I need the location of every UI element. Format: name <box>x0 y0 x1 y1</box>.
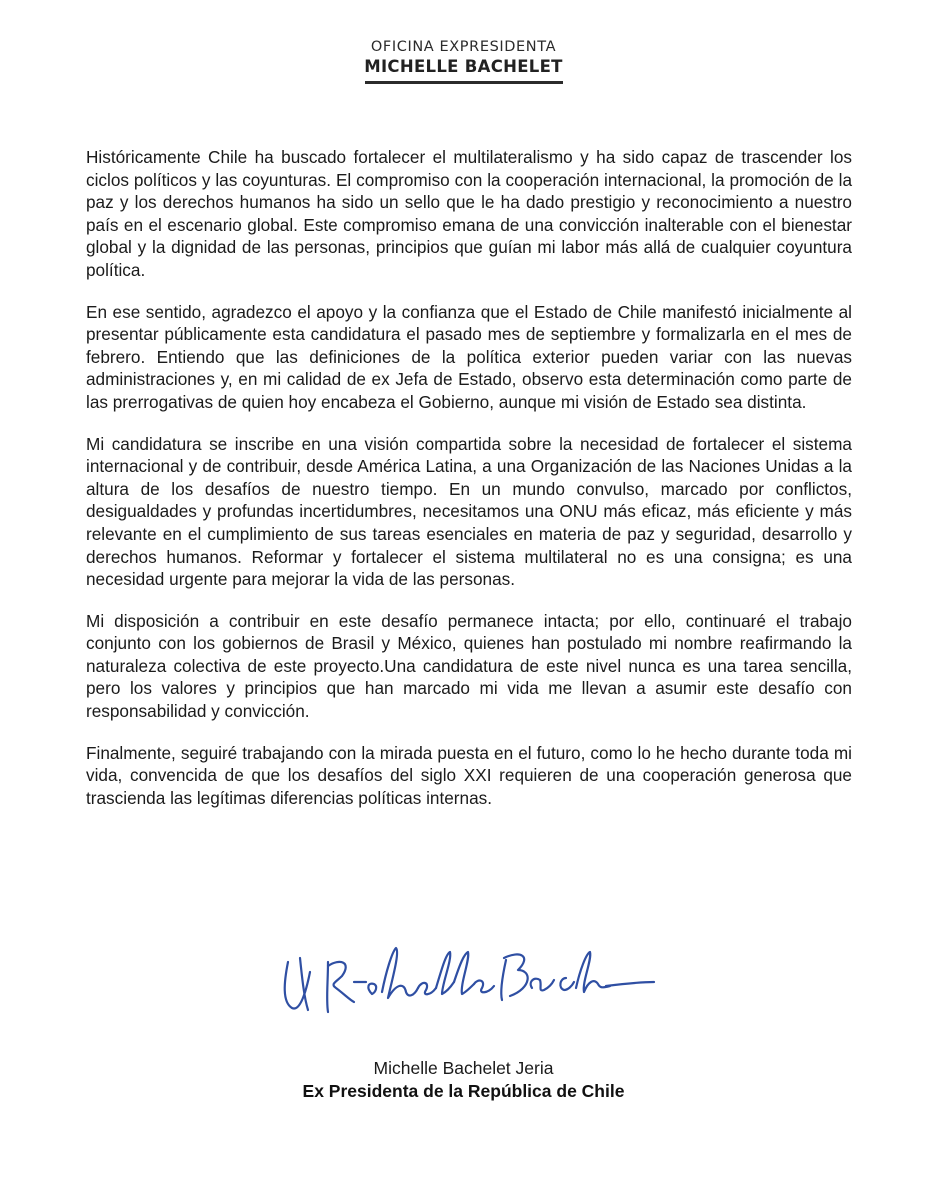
letterhead-name: MICHELLE BACHELET <box>364 57 563 76</box>
signer-title: Ex Presidenta de la República de Chile <box>302 1081 625 1101</box>
paragraph-3: Mi candidatura se inscribe en una visión compartida sobre la necesidad de fortalecer el sistema internacional y de contribuir, desde América Latina, a una Organización de las Naciones Unidas a la altura de los desafíos de nuestro tiempo. En un mundo convulso, marcado por conflictos, desigualdades y profundas incertidumbres, necesitamos una ONU más eficaz, más eficiente y más relevante en el cumplimiento de sus tareas esenciales en materia de paz y seguridad, desarrollo y derechos humanos. Reformar y fortalecer el sistema multilateral no es una consigna; es una necesidad urgente para mejorar la vida de las personas. <box>86 433 852 590</box>
signer-name: Michelle Bachelet Jeria <box>373 1058 554 1078</box>
paragraph-4: Mi disposición a contribuir en este desafío permanece intacta; por ello, continuaré el trabajo conjunto con los gobiernos de Brasil y México, quienes han postulado mi nombre reafirmando la naturaleza colectiva de este proyecto.Una candidatura de este nivel nunca es una tarea sencilla, pero los valores y principios que han marcado mi vida me llevan a asumir este desafío con responsabilidad y convicción. <box>86 610 852 722</box>
handwritten-signature <box>270 922 660 1032</box>
paragraph-1: Históricamente Chile ha buscado fortalecer el multilateralismo y ha sido capaz de trascender los ciclos políticos y las coyunturas. El compromiso con la cooperación internacional, la promoción de la paz y los derechos humanos ha sido un sello que le ha dado prestigio y reconocimiento a nuestro país en el escenario global. Este compromiso emana de una convicción inalterable con el bienestar global y la dignidad de las personas, principios que guían mi labor más allá de cualquier coyuntura política. <box>86 147 852 280</box>
signoff-block <box>0 1057 927 1103</box>
paragraph-5: Finalmente, seguiré trabajando con la mirada puesta en el futuro, como lo he hecho durante toda mi vida, convencida de que los desafíos del siglo XXI requieren de una cooperación generosa que trascienda las legítimas diferencias políticas internas. <box>86 742 852 808</box>
letterhead-underline <box>365 81 563 84</box>
letterhead <box>0 38 927 84</box>
paragraph-2: En ese sentido, agradezco el apoyo y la confianza que el Estado de Chile manifestó inicialmente al presentar públicamente esta candidatura el pasado mes de septiembre y formalizarla en el mes de febrero. Entiendo que las definiciones de la política exterior pueden variar con las nuevas administraciones y, en mi calidad de ex Jefa de Estado, observo esta determinación como parte de las prerrogativas de quien hoy encabeza el Gobierno, aunque mi visión de Estado sea distinta. <box>86 301 852 412</box>
letterhead-office: OFICINA EXPRESIDENTA <box>370 39 557 55</box>
letter-body <box>86 146 852 828</box>
